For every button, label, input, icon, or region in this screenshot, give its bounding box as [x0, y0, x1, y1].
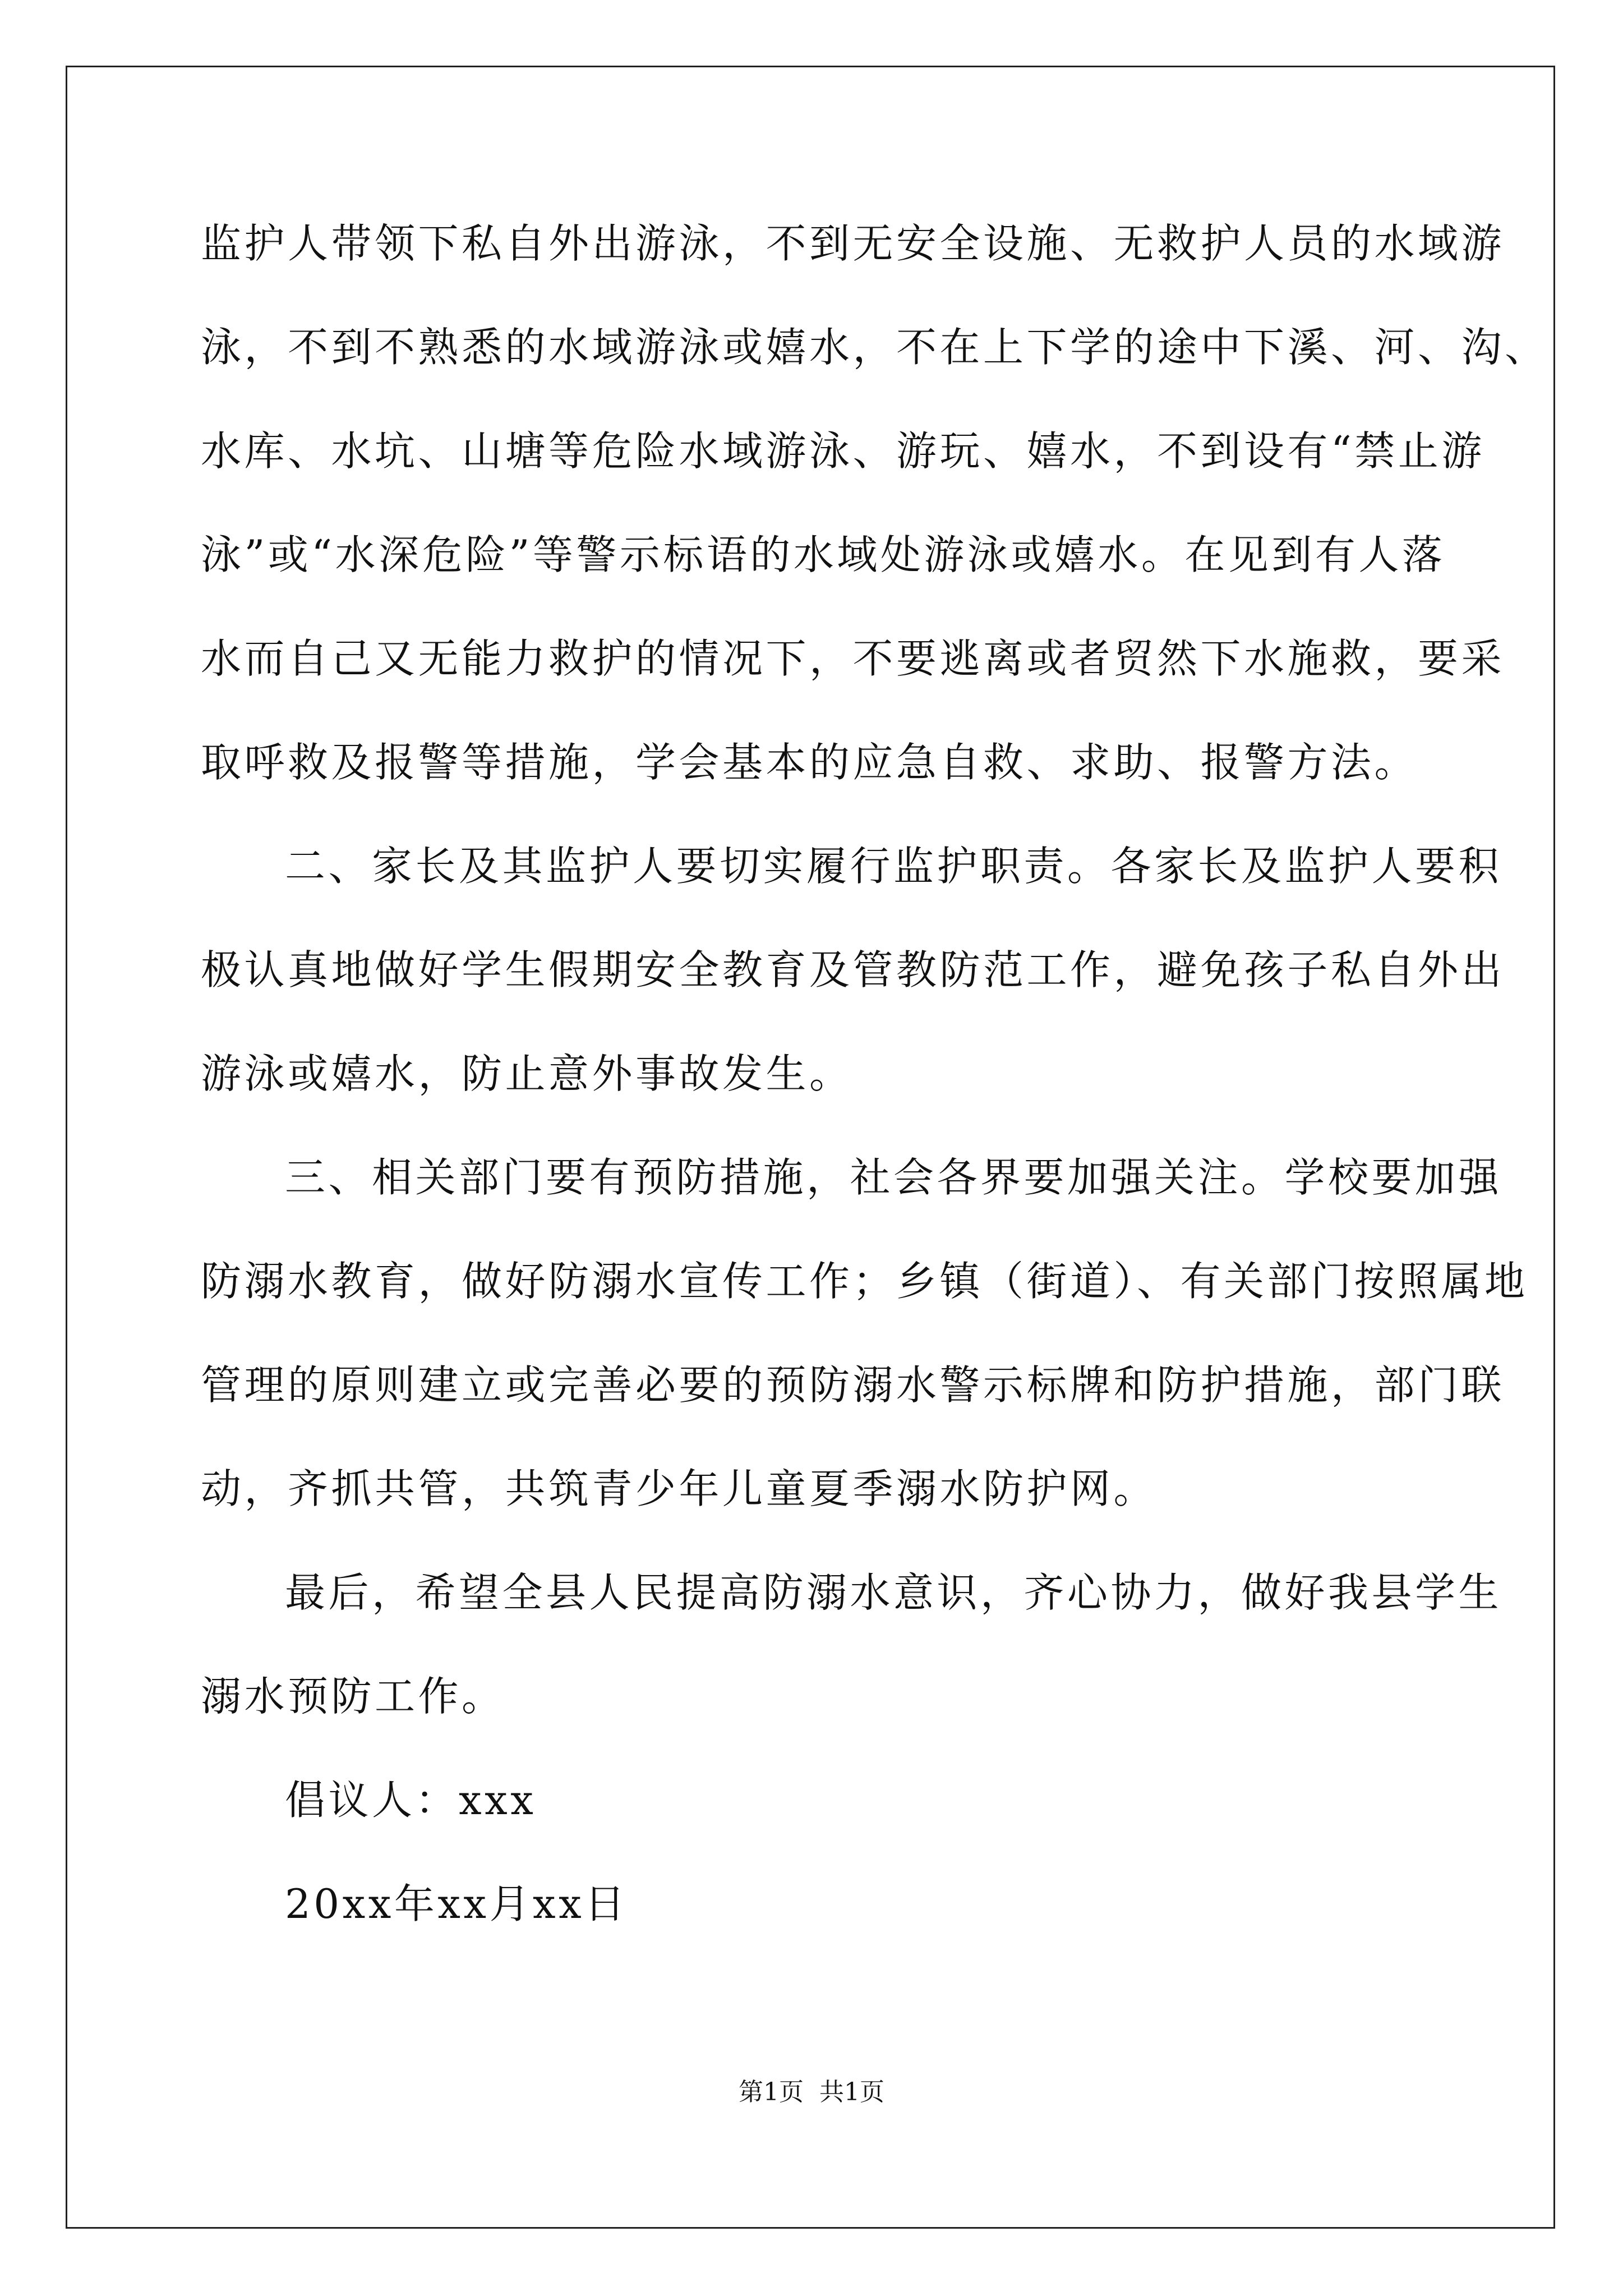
body-line-1: 监护人带领下私自外出游泳，不到无安全设施、无救护人员的水域游: [201, 220, 1505, 267]
paragraph-3-line-3: 管理的原则建立或完善必要的预防溺水警示标牌和防护措施，部门联: [201, 1361, 1505, 1409]
paragraph-2-line-3: 游泳或嬉水，防止意外事故发生。: [201, 1050, 853, 1097]
page-footer: 第1页 共1页: [739, 2078, 884, 2106]
body-line-4: 泳”或“水深危险”等警示标语的水域处游泳或嬉水。在见到有人落: [201, 531, 1446, 578]
paragraph-4-line-1: 最后，希望全县人民提高防溺水意识，齐心协力，做好我县学生: [285, 1569, 1502, 1616]
paragraph-3-line-2: 防溺水教育，做好防溺水宣传工作；乡镇（街道）、有关部门按照属地: [201, 1258, 1528, 1305]
date-line: 20xx年xx月xx日: [285, 1880, 628, 1927]
paragraph-2-line-2: 极认真地做好学生假期安全教育及管教防范工作，避免孩子私自外出: [201, 946, 1505, 993]
paragraph-4-line-2: 溺水预防工作。: [201, 1673, 505, 1720]
body-line-5: 水而自己又无能力救护的情况下，不要逃离或者贸然下水施救，要采: [201, 635, 1505, 682]
initiator-line: 倡议人：xxx: [285, 1777, 537, 1824]
paragraph-3-line-1: 三、相关部门要有预防措施，社会各界要加强关注。学校要加强: [285, 1154, 1502, 1201]
body-line-2: 泳，不到不熟悉的水域游泳或嬉水，不在上下学的途中下溪、河、沟、: [201, 324, 1548, 371]
body-line-3: 水库、水坑、山塘等危险水域游泳、游玩、嬉水，不到设有“禁止游: [201, 427, 1485, 475]
paragraph-2-line-1: 二、家长及其监护人要切实履行监护职责。各家长及监护人要积: [285, 843, 1502, 890]
body-line-6: 取呼救及报警等措施，学会基本的应急自救、求助、报警方法。: [201, 739, 1418, 786]
paragraph-3-line-4: 动，齐抓共管，共筑青少年儿童夏季溺水防护网。: [201, 1465, 1158, 1512]
